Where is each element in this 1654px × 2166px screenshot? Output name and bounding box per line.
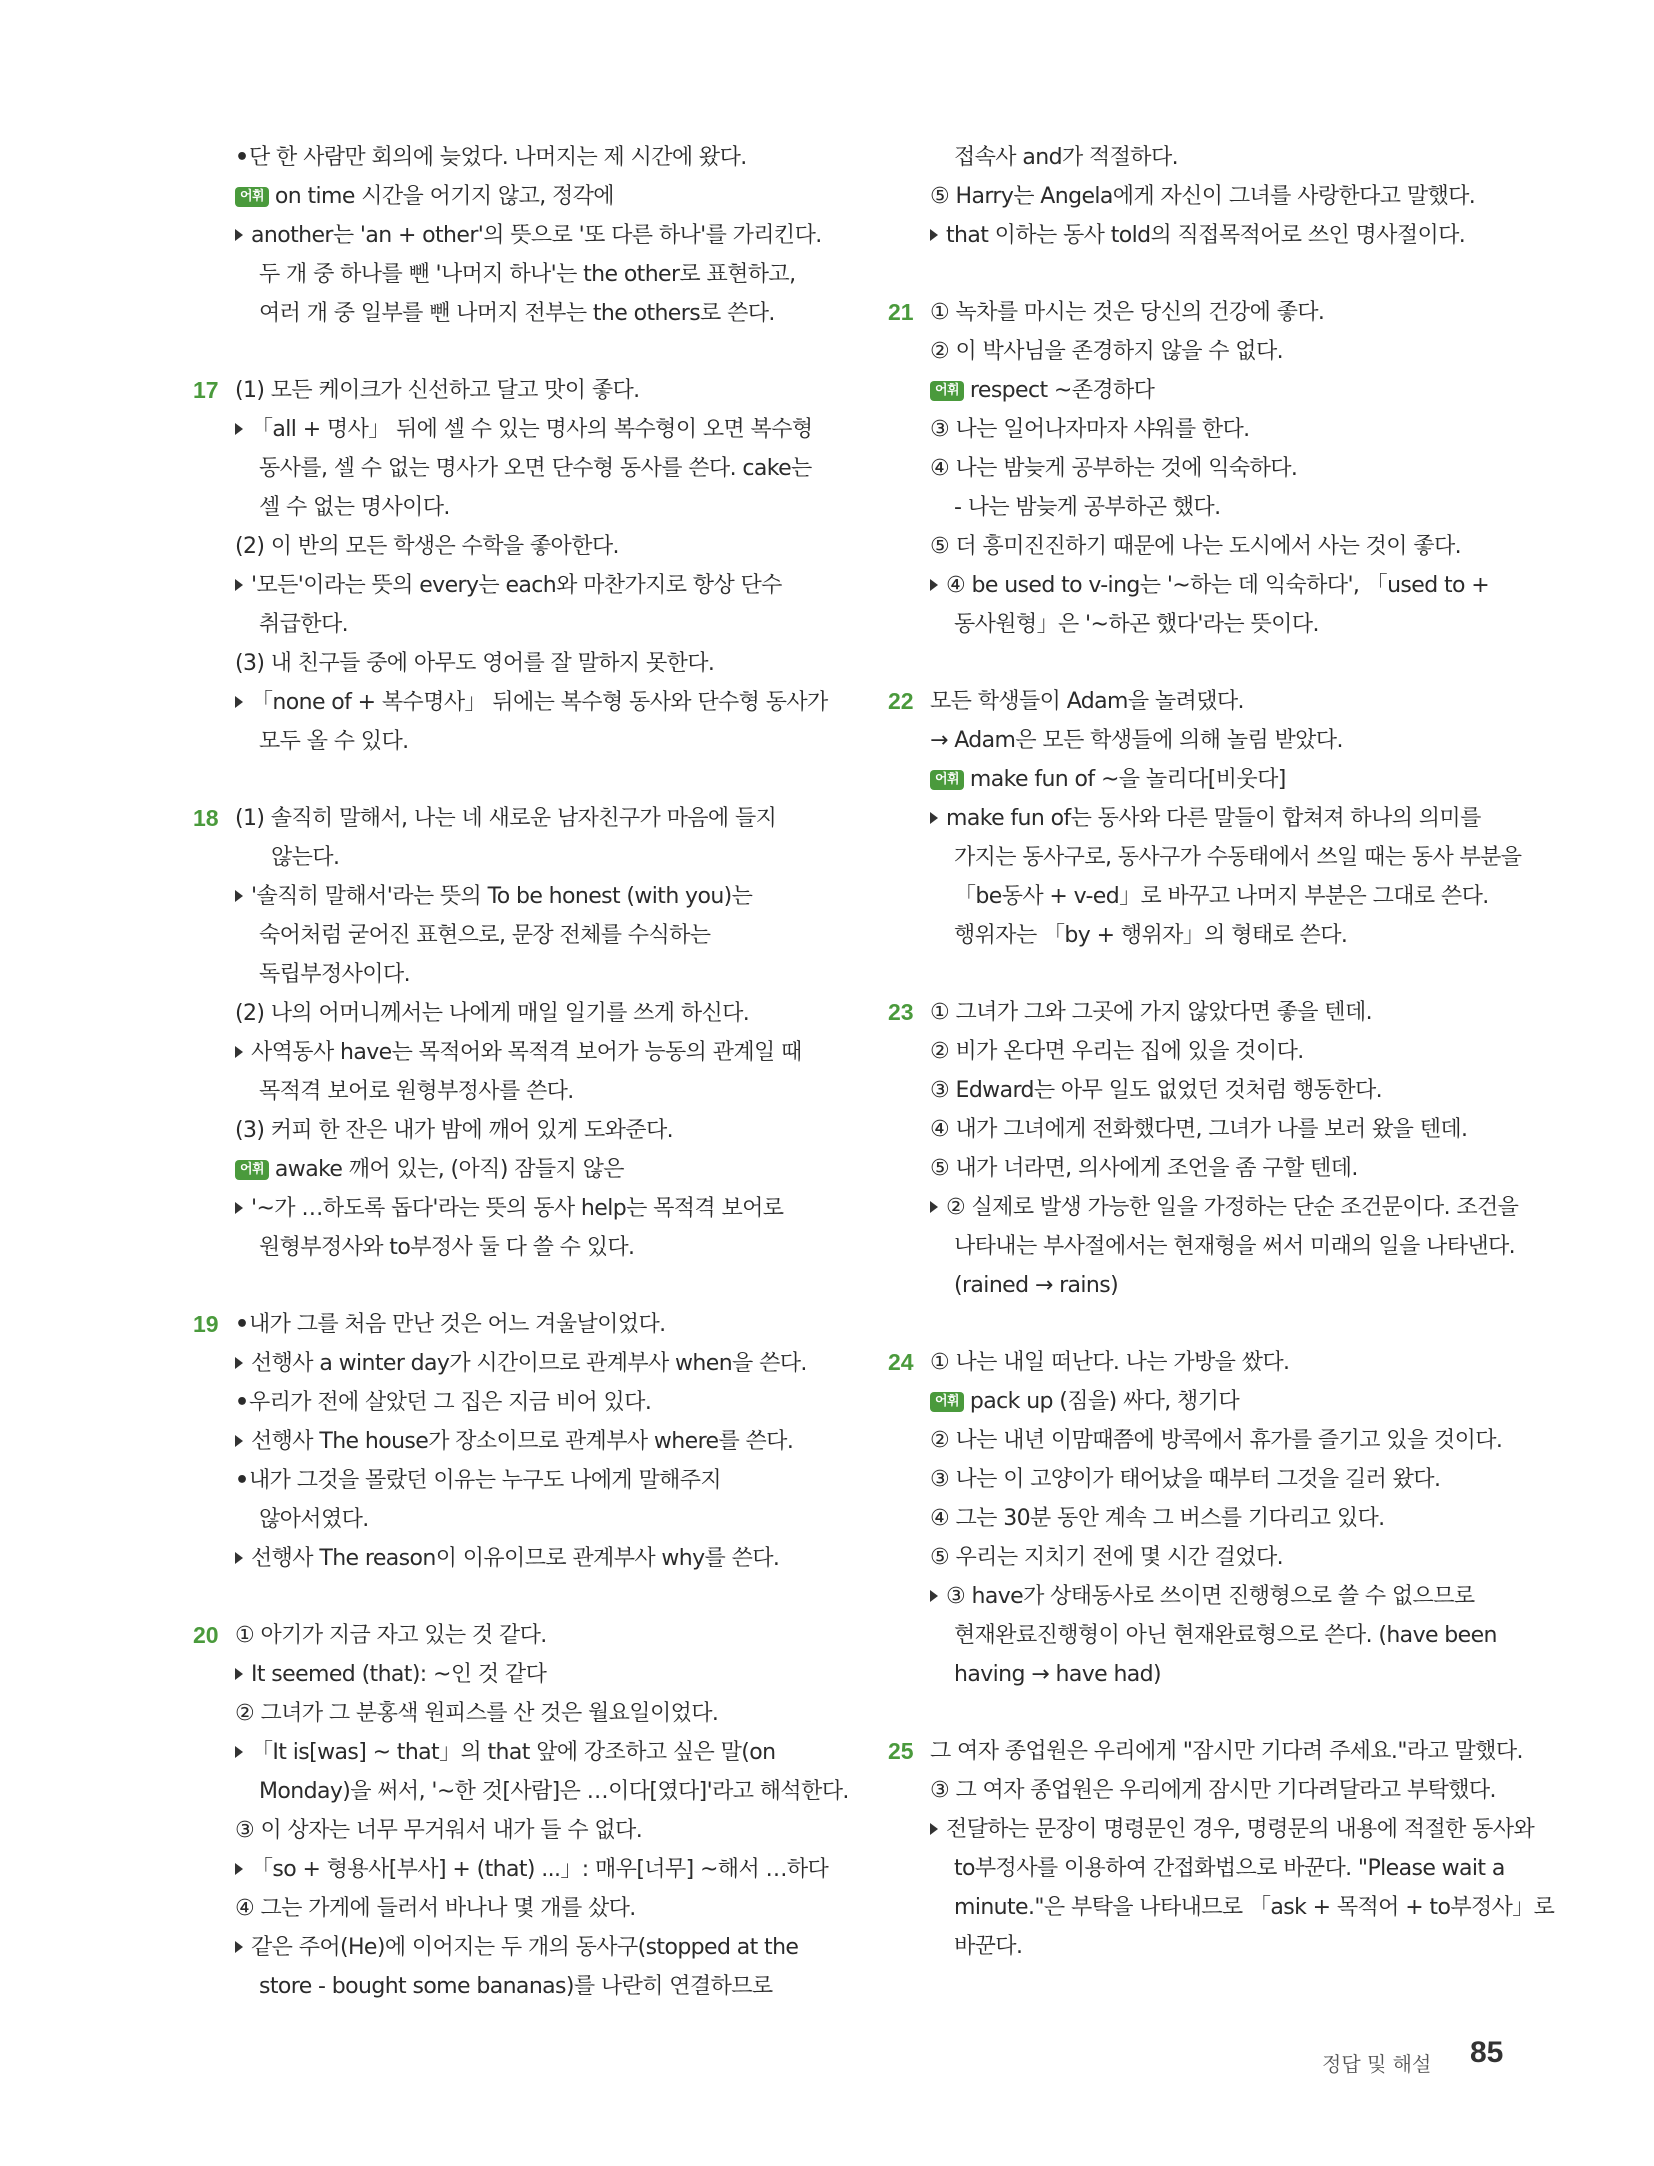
question-block [890,1732,1570,1966]
vocab-line [930,1382,1570,1421]
line-text: 「so + 형용사[부사] + (that) ...」: 매우[너무] ~해서 …하다 [251,1857,829,1882]
answer-line [930,721,1570,760]
explanation-line [235,1189,875,1228]
triangle-arrow-icon [235,1941,243,1953]
line-text: 취급한다. [259,612,349,637]
answer-line [235,799,875,838]
line-text: (2) 이 반의 모든 학생은 수학을 좋아한다. [235,534,619,559]
line-text: (rained → rains) [954,1273,1119,1298]
question-block [890,682,1570,955]
line-text: ② 이 박사님을 존경하지 않을 수 없다. [930,339,1284,364]
line-text: ③ have가 상태동사로 쓰이면 진행형으로 쓸 수 없으므로 [946,1584,1475,1609]
triangle-arrow-icon [235,1552,243,1564]
explanation-line [930,1810,1570,1849]
question-number: 25 [888,1738,914,1764]
question-block [195,799,875,1267]
line-text: 바꾼다. [954,1934,1023,1959]
line-text: ① 녹차를 마시는 것은 당신의 건강에 좋다. [930,300,1325,325]
line-text: (1) 솔직히 말해서, 나는 네 새로운 남자친구가 마음에 들지 [235,806,777,831]
bullet-line [235,138,875,177]
vocab-line [235,177,875,216]
line-text: ① 아기가 지금 자고 있는 것 같다. [235,1623,547,1648]
explanation-line [235,1928,875,1967]
line-text: respect ~존경하다 [969,378,1155,403]
right-column [890,138,1570,2004]
left-column [195,138,875,2044]
line-text: on time 시간을 어기지 않고, 정각에 [274,184,614,209]
continuation-line [954,877,1570,916]
line-text: ③ 이 상자는 너무 무거워서 내가 들 수 없다. [235,1818,643,1843]
line-text: → Adam은 모든 학생들에 의해 놀림 받았다. [930,728,1343,753]
answer-line [235,1694,875,1733]
bullet-icon: • [235,1390,249,1415]
continuation-line [954,1616,1570,1655]
continuation-line [259,916,875,955]
triangle-arrow-icon [235,1435,243,1447]
line-text: ⑤ 내가 너라면, 의사에게 조언을 좀 구할 텐데. [930,1156,1358,1181]
line-text: 「all + 명사」 뒤에 셀 수 있는 명사의 복수형이 오면 복수형 [251,417,813,442]
line-text: 동사를, 셀 수 없는 명사가 오면 단수형 동사를 쓴다. cake는 [259,456,812,481]
line-text: 나타내는 부사절에서는 현재형을 써서 미래의 일을 나타낸다. [954,1234,1516,1259]
line-text: 선행사 The reason이 이유이므로 관계부사 why를 쓴다. [251,1546,780,1571]
explanation-line [235,683,875,722]
answer-line [930,1149,1570,1188]
line-text: Monday)을 써서, '~한 것[사람]은 …이다[였다]'라고 해석한다. [259,1779,849,1804]
triangle-arrow-icon [235,1668,243,1680]
explanation-line [235,1655,875,1694]
triangle-arrow-icon [235,579,243,591]
continuation-line [954,838,1570,877]
continuation-line [954,1266,1570,1305]
question-number: 17 [193,377,219,403]
vocab-badge: 어휘 [930,1392,964,1412]
line-text: 내가 그것을 몰랐던 이유는 누구도 나에게 말해주지 [249,1468,722,1493]
continuation-line [954,1888,1570,1927]
continuation-line [954,488,1570,527]
triangle-arrow-icon [235,423,243,435]
explanation-line [930,1188,1570,1227]
continuation-line [954,1927,1570,1966]
line-text: '솔직히 말해서'라는 뜻의 To be honest (with you)는 [251,884,753,909]
line-text: It seemed (that): ~인 것 같다 [251,1662,547,1687]
page-number: 85 [1470,2036,1504,2069]
question-number: 24 [888,1349,914,1375]
line-text: ⑤ Harry는 Angela에게 자신이 그녀를 사랑한다고 말했다. [930,184,1476,209]
answer-line [930,410,1570,449]
vocab-badge: 어휘 [930,770,964,790]
explanation-line [930,566,1570,605]
answer-line [930,527,1570,566]
continuation-line [954,1849,1570,1888]
line-text: ④ be used to v-ing는 '~하는 데 익숙하다', 「used to + [946,573,1490,598]
vocab-line [930,371,1570,410]
answer-line [930,1732,1570,1771]
line-text: minute."은 부탁을 나타내므로 「ask + 목적어 + to부정사」로 [954,1895,1555,1920]
line-text: 모든 학생들이 Adam을 놀려댔다. [930,689,1244,714]
explanation-line [235,877,875,916]
line-text: ② 실제로 발생 가능한 일을 가정하는 단순 조건문이다. 조건을 [946,1195,1519,1220]
line-text: make fun of ~을 놀리다[비웃다] [969,767,1286,792]
answer-line [930,1499,1570,1538]
line-text: 원형부정사와 to부정사 둘 다 쓸 수 있다. [259,1235,635,1260]
continuation-line [259,1072,875,1111]
line-text: that 이하는 동사 told의 직접목적어로 쓰인 명사절이다. [946,223,1466,248]
question-block [890,293,1570,644]
continuation-line [954,916,1570,955]
line-text: ④ 내가 그녀에게 전화했다면, 그녀가 나를 보러 왔을 텐데. [930,1117,1468,1142]
question-block [195,138,875,333]
question-block [195,1616,875,2006]
line-text: 우리가 전에 살았던 그 집은 지금 비어 있다. [249,1390,652,1415]
vocab-badge: 어휘 [235,1160,269,1180]
answer-line [235,1811,875,1850]
question-block [890,138,1570,255]
continuation-line [259,255,875,294]
line-text: ④ 그는 30분 동안 계속 그 버스를 기다리고 있다. [930,1506,1385,1531]
line-text: ④ 나는 밤늦게 공부하는 것에 익숙하다. [930,456,1298,481]
answer-line [235,1616,875,1655]
triangle-arrow-icon [235,229,243,241]
line-text: ③ Edward는 아무 일도 없었던 것처럼 행동한다. [930,1078,1383,1103]
explanation-line [930,216,1570,255]
line-text: store - bought some bananas)를 나란히 연결하므로 [259,1974,773,1999]
question-number: 22 [888,688,914,714]
line-text: 전달하는 문장이 명령문인 경우, 명령문의 내용에 적절한 동사와 [946,1817,1535,1842]
bullet-icon: • [235,145,249,170]
line-text: (3) 커피 한 잔은 내가 밤에 깨어 있게 도와준다. [235,1118,673,1143]
line-text: 여러 개 중 일부를 뺀 나머지 전부는 the others로 쓴다. [259,301,775,326]
bullet-line [235,1461,875,1500]
line-text: 단 한 사람만 회의에 늦었다. 나머지는 제 시간에 왔다. [249,145,747,170]
line-text: ① 나는 내일 떠난다. 나는 가방을 쌌다. [930,1350,1290,1375]
continuation-line [259,449,875,488]
line-text: 「be동사 + v-ed」로 바꾸고 나머지 부분은 그대로 쓴다. [954,884,1489,909]
explanation-line [235,1344,875,1383]
explanation-line [235,410,875,449]
answer-line [930,1343,1570,1382]
line-text: 현재완료진행형이 아닌 현재완료형으로 쓴다. (have been [954,1623,1497,1648]
line-text: (3) 내 친구들 중에 아무도 영어를 잘 말하지 못한다. [235,651,715,676]
line-text: ⑤ 우리는 지치기 전에 몇 시간 걸었다. [930,1545,1284,1570]
question-number: 23 [888,999,914,1025]
continuation-line [259,488,875,527]
triangle-arrow-icon [235,1863,243,1875]
line-text: awake 깨어 있는, (아직) 잠들지 않은 [274,1157,624,1182]
answer-line [235,1111,875,1150]
line-text: ① 그녀가 그와 그곳에 가지 않았다면 좋을 텐데. [930,1000,1373,1025]
explanation-line [235,1033,875,1072]
explanation-line [235,1733,875,1772]
line-text: '~가 …하도록 돕다'라는 뜻의 동사 help는 목적격 보어로 [251,1196,784,1221]
continuation-line [954,138,1570,177]
continuation-line [954,1655,1570,1694]
continuation-line [259,955,875,994]
bullet-line [235,1305,875,1344]
explanation-line [235,1850,875,1889]
vocab-line [235,1150,875,1189]
line-text: having → have had) [954,1662,1162,1687]
answer-line [235,994,875,1033]
continuation-line [259,1967,875,2006]
question-block [195,371,875,761]
line-text: 행위자는 「by + 행위자」의 형태로 쓴다. [954,923,1348,948]
bullet-line [235,1383,875,1422]
answer-line [930,1538,1570,1577]
line-text: - 나는 밤늦게 공부하곤 했다. [954,495,1221,520]
footer-label: 정답 및 해설 [1322,2052,1432,2076]
line-text: ③ 나는 이 고양이가 태어났을 때부터 그것을 길러 왔다. [930,1467,1441,1492]
bullet-icon: • [235,1468,249,1493]
line-text: 두 개 중 하나를 뺀 '나머지 하나'는 the other로 표현하고, [259,262,796,287]
continuation-line [954,605,1570,644]
line-text: ② 나는 내년 이맘때쯤에 방콕에서 휴가를 즐기고 있을 것이다. [930,1428,1503,1453]
answer-line [930,682,1570,721]
question-number: 20 [193,1622,219,1648]
line-text: ② 그녀가 그 분홍색 원피스를 산 것은 월요일이었다. [235,1701,719,1726]
continuation-line [259,605,875,644]
continuation-line [259,1772,875,1811]
question-number: 18 [193,805,219,831]
line-text: ④ 그는 가게에 들러서 바나나 몇 개를 샀다. [235,1896,636,1921]
bullet-icon: • [235,1312,249,1337]
line-text: 독립부정사이다. [259,962,410,987]
line-text: 모두 올 수 있다. [259,729,409,754]
answer-line [930,1460,1570,1499]
line-text: 숙어처럼 굳어진 표현으로, 문장 전체를 수식하는 [259,923,711,948]
line-text: 가지는 동사구로, 동사구가 수동태에서 쓰일 때는 동사 부분을 [954,845,1522,870]
triangle-arrow-icon [235,1746,243,1758]
answer-line [235,1889,875,1928]
continuation-line [954,1227,1570,1266]
question-block [890,993,1570,1305]
line-text: 선행사 a winter day가 시간이므로 관계부사 when을 쓴다. [251,1351,807,1376]
answer-line [235,371,875,410]
explanation-line [235,1539,875,1578]
answer-line [930,332,1570,371]
line-text: ⑤ 더 흥미진진하기 때문에 나는 도시에서 사는 것이 좋다. [930,534,1462,559]
answer-line [930,1110,1570,1149]
explanation-line [930,1577,1570,1616]
explanation-line [235,216,875,255]
line-text: 「none of + 복수명사」 뒤에는 복수형 동사와 단수형 동사가 [251,690,828,715]
answer-line [930,1032,1570,1071]
line-text: 같은 주어(He)에 이어지는 두 개의 동사구(stopped at the [251,1935,799,1960]
line-text: 「It is[was] ~ that」의 that 앞에 강조하고 싶은 말(on [251,1740,776,1765]
explanation-line [930,799,1570,838]
line-text: to부정사를 이용하여 간접화법으로 바꾼다. "Please wait a [954,1856,1505,1881]
vocab-badge: 어휘 [930,381,964,401]
triangle-arrow-icon [930,1201,938,1213]
line-text: 동사원형」은 '~하곤 했다'라는 뜻이다. [954,612,1319,637]
triangle-arrow-icon [235,696,243,708]
triangle-arrow-icon [930,229,938,241]
triangle-arrow-icon [930,579,938,591]
vocab-badge: 어휘 [235,187,269,207]
line-text: 않아서였다. [259,1507,369,1532]
line-text: 사역동사 have는 목적어와 목적격 보어가 능동의 관계일 때 [251,1040,802,1065]
line-text: another는 'an + other'의 뜻으로 '또 다른 하나'를 가리킨다. [251,223,822,248]
line-text: 목적격 보어로 원형부정사를 쓴다. [259,1079,574,1104]
line-text: make fun of는 동사와 다른 말들이 합쳐져 하나의 의미를 [946,806,1481,831]
line-text: 셀 수 없는 명사이다. [259,495,450,520]
continuation-line [259,294,875,333]
question-block [195,1305,875,1578]
question-number: 19 [193,1311,219,1337]
answer-line [235,527,875,566]
triangle-arrow-icon [930,1590,938,1602]
triangle-arrow-icon [235,1046,243,1058]
answer-line [930,993,1570,1032]
line-text: '모든'이라는 뜻의 every는 each와 마찬가지로 항상 단수 [251,573,782,598]
continuation-line [259,1500,875,1539]
answer-line [930,1771,1570,1810]
line-text: 내가 그를 처음 만난 것은 어느 겨울날이었다. [249,1312,666,1337]
line-text: (2) 나의 어머니께서는 나에게 매일 일기를 쓰게 하신다. [235,1001,750,1026]
line-text: 않는다. [271,845,340,870]
triangle-arrow-icon [235,1357,243,1369]
answer-line [930,449,1570,488]
line-text: 접속사 and가 적절하다. [954,145,1178,170]
line-text: 그 여자 종업원은 우리에게 "잠시만 기다려 주세요."라고 말했다. [930,1739,1523,1764]
question-number: 21 [888,299,914,325]
line-text: ③ 그 여자 종업원은 우리에게 잠시만 기다려달라고 부탁했다. [930,1778,1496,1803]
triangle-arrow-icon [235,1202,243,1214]
line-text: ③ 나는 일어나자마자 샤워를 한다. [930,417,1250,442]
question-block [890,1343,1570,1694]
answer-line [930,1071,1570,1110]
explanation-line [235,1422,875,1461]
answer-line [930,293,1570,332]
line-text: 선행사 The house가 장소이므로 관계부사 where를 쓴다. [251,1429,794,1454]
answer-line [930,1421,1570,1460]
continuation-line [271,838,875,877]
vocab-line [930,760,1570,799]
triangle-arrow-icon [930,812,938,824]
triangle-arrow-icon [235,890,243,902]
line-text: ② 비가 온다면 우리는 집에 있을 것이다. [930,1039,1304,1064]
explanation-line [235,566,875,605]
line-text: (1) 모든 케이크가 신선하고 달고 맛이 좋다. [235,378,640,403]
answer-line [930,177,1570,216]
continuation-line [259,1228,875,1267]
answer-line [235,644,875,683]
line-text: pack up (짐을) 싸다, 챙기다 [969,1389,1240,1414]
continuation-line [259,722,875,761]
triangle-arrow-icon [930,1823,938,1835]
